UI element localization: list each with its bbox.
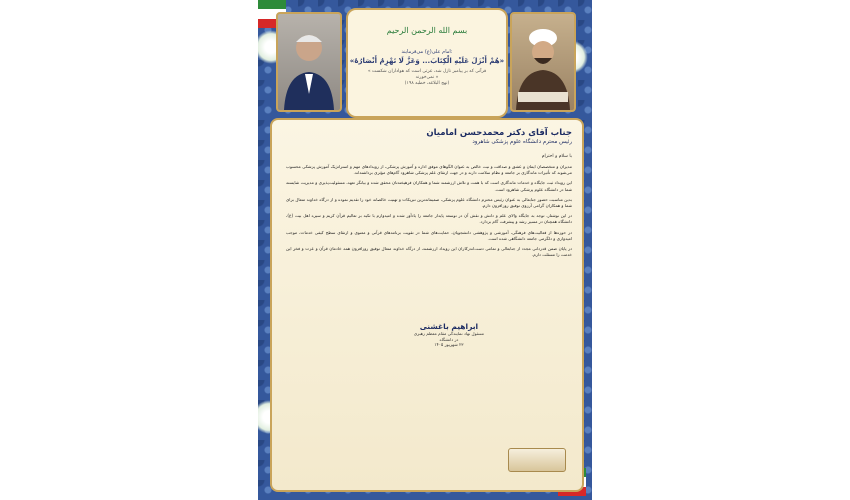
recipient-role: رئیس محترم دانشگاه علوم پزشکی شاهرود — [472, 139, 572, 145]
quote-intro: امام علی(ع) می‌فرمایند: — [401, 49, 453, 55]
paragraph: این رویداد ثبت جایگاه و خدمات ماندگاری است که با همت و تلاش ارزشمند شما و همکاران فرهیخته‌تان محقق شده و بیانگر تعهد، مسئولیت‌پذیری و مدیریت شایسته شما در دانشگاه علوم پزشکی شاهرود است. — [286, 180, 572, 192]
bismillah-text: بسم الله الرحمن الرحیم — [386, 26, 468, 35]
recipient-name: جناب آقای دکتر محمدحسن امامیان — [426, 128, 572, 138]
quote-reference: (نهج البلاغه، خطبه ۱۹۸) — [404, 81, 450, 86]
letter-date: ۲۳ شهریور ۱۴۰۵ — [434, 342, 464, 347]
congratulation-poster — [258, 0, 592, 500]
greeting: با سلام و احترام — [541, 154, 572, 159]
paragraph: در حوزه‌ها از فعالیت‌های فرهنگی، آموزشی و پژوهشی دانشجویان، حمایت‌های شما در تقویت برنامه‌های قرآنی و معنوی و ارتقای سطح کیفی خدمات، موجب امیدواری و دلگرمی جامعه دانشگاهی شده است. — [286, 229, 572, 241]
quote-arabic: «هُمْ أَنْزَلَ عَلَیْهِ الْکِتَابَ... وَعَزَّ لَا تَهْزِمُ أَنْصَارُهُ» — [349, 57, 505, 65]
signer-name: ابراهیم باغشنی — [419, 322, 479, 331]
paragraph: در این نوشتار، توجه به جایگاه والای علم و دانش و نقش آن در توسعه پایدار جامعه را یادآور شده و امیدوارم با تکیه بر تعالیم قرآن کریم و سیره اهل بیت (ع)، دانشگاه همچنان در مسیر رشد و پیشرفت گام بردارد. — [286, 213, 572, 225]
recipient-block — [426, 128, 572, 145]
signature-block — [414, 322, 484, 348]
letter-paper — [270, 118, 584, 492]
signer-title: مسئول نهاد نمایندگی مقام معظم رهبری — [413, 331, 484, 336]
signer-unit: در دانشگاه — [439, 336, 459, 342]
quote-persian: « قرآنی که بر پیامبر نازل شد، عزتی است که هواداران شکست نمی‌خورند » — [367, 69, 487, 80]
portrait-photo-left — [276, 12, 342, 112]
quran-book-icon — [508, 448, 566, 472]
paragraph: مدیران و متخصصان ایمان و عشق و صداقت و نیت خالص به عنوان الگوهای موفق اداره و آموزش پزشکی، از رویدادهای مهم و استراتژیک آموزش پزشکی محسوب می‌شوند که تأثیرات ماندگاری بر جامعه و نظام سلامت دارند و در جهت ارتقای علم پزشکی شاهرود گام‌های مؤثری برداشته‌اند. — [286, 164, 572, 176]
letter-body — [286, 164, 572, 262]
hadith-header-box — [346, 8, 508, 118]
portrait-photo-right — [510, 12, 576, 112]
paragraph: بدین مناسبت حضور جنابعالی به عنوان رئیس محترم دانشگاه علوم پزشکی، صمیمانه‌ترین تبریکات و تهنیت خالصانه خود را تقدیم نموده و از درگاه خداوند متعال برای شما و همکاران گرامی آرزوی توفیق روزافزون دارم. — [286, 196, 572, 209]
paragraph: در پایان ضمن قدردانی مجدد از جنابعالی و تمامی دست‌اندرکاران این رویداد ارزشمند، از درگاه خداوند متعال توفیق روزافزون همه خادمان قرآن و عزت و فخر این خدمت را مسئلت دارم. — [286, 246, 572, 258]
